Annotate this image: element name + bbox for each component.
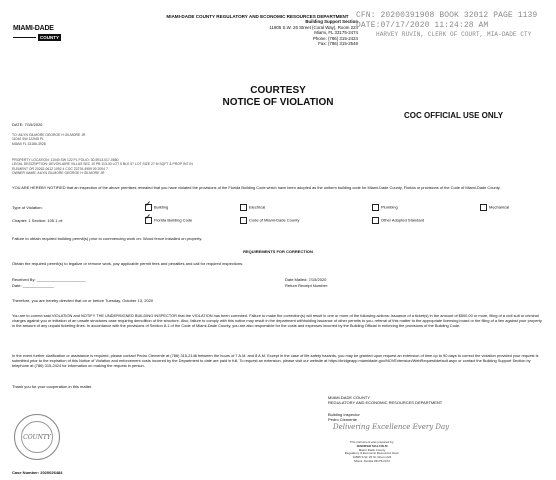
date-mailed: Date Mailed: 7/15/2020 bbox=[285, 277, 327, 282]
inspector-block: Building Inspector Pedro Clemente bbox=[328, 412, 360, 422]
notified-paragraph: YOU ARE HEREBY NOTIFIED that an inspection of the above premises revealed that you have violated the provisions of the Florida Building Code which have been adopted as the uniform building code for Miami-Dade County, Florida or provisions of the Code of Miami-Dade County. bbox=[12, 185, 501, 190]
property-info: PROPERTY LOCATION: 11040 SW 122 PL FOLIO: 30-5913-017-0880 LEGAL DESCRIPTION: DEVON-AIRE VILLAS SEC 10 PB 113-30 LOT 5 BLK 57 LOT SIZE 27 M SQFT & PROP INT IN ELEMENT OR 20262-0612 1092 4 COC 22276-4959 09 2004 7 OWNER NAME: AILYN GILMORE GEORGE H GILMORE JR bbox=[12, 158, 193, 176]
coc-official-use-label: COC OFFICIAL USE ONLY bbox=[404, 111, 504, 120]
failure-statement: Failure to obtain required building permit(s) prior to commencing work on: Wood fence installed on property. bbox=[12, 236, 203, 241]
directed-deadline: Therefore, you are hereby directed that on or before Tuesday, October 13, 2020 bbox=[12, 298, 154, 303]
checkbox-building[interactable]: ✓ Building bbox=[145, 204, 168, 211]
signoff-org: MIAMI-DADE COUNTY REGULATORY AND ECONOMIC RESOURCES DEPARTMENT bbox=[328, 395, 443, 405]
violation-type-label: Type of Violation: bbox=[12, 205, 43, 210]
chapter-section-label: Chapter: 1 Section: 105.1 of: bbox=[12, 218, 63, 223]
checkbox-other-standard[interactable]: Other Adopted Standard bbox=[372, 217, 424, 224]
thanks-line: Thank you for your cooperation in this matter. bbox=[12, 384, 93, 389]
received-date: Date: ______________ bbox=[12, 283, 54, 288]
received-by: Received By: ______________________ bbox=[12, 277, 86, 282]
case-number: Case Number: 2020026484 bbox=[12, 470, 63, 475]
logo-text-bottom: COUNTY bbox=[40, 35, 59, 40]
county-logo bbox=[13, 25, 61, 46]
clarification-paragraph: In the event further clarification or assistance is required, please contact Pedro Clemente at (786) 315-2146 between the hours of 7 A.M. and 8 A.M. Except in the case of life-safety hazards, you may be granted upon request an extension of time up to 90 days to correct the violation provided your request is submitted prior to the expiration of this Notice of Violation and enforcement costs incurred by the Department to date are paid in full. To request an extension, please visit our website at https://bridgeapp.miamidade.gov/NOVExtension/WebRequest/default.aspx or contact the Building Support Section by telephone at (786) 315-2424 for information on making the request in person. bbox=[12, 353, 539, 368]
prepared-by-stamp: This instrument was prepared by: JENNIFER MALCOLM Miami-Dade County Regulatory & Economic Resources Dept. 11805 S.W. 26 St, Room 224 Miami, Florida 33175-2474 bbox=[344, 440, 400, 463]
recipient-address: TO: AILYN GILMORE GEORGE H GILMORE JR 11040 SW 122ND PL MIAMI FL 33186-3928 bbox=[12, 133, 86, 146]
requirements-heading: REQUIREMENTS FOR CORRECTION bbox=[243, 249, 313, 254]
logo-text-top: MIAMI-DADE bbox=[13, 25, 54, 32]
correction-paragraph: You are to correct said VIOLATION and NOTIFY THE UNDERSIGNED BUILDING INSPECTOR that the VIOLATION has been corrected. Failure to make the correction(s) will result in one or more of the following actions: issuance of a ticket(s) in the amount of $500.00 or more, filing of a civil suit or criminal charges against you or initiation of an unsafe structures case requiring demolition of the structure. Also, failure to comply with this notice may result in the department withholding issuance of other permits to you, referral of this matter to the appropriate licensing board or the filing of a lien against your property in the amount of any unpaid ticketing fines. In accordance with the provisions of Section 8-1 of the Code of Miami-Dade County, you are also responsible for the costs and expenses incurred by the Building Official in enforcing the provisions of the Building Code. bbox=[12, 313, 542, 328]
checkbox-code-miami-dade[interactable]: Code of Miami-Dade County bbox=[240, 217, 299, 224]
checkbox-plumbing[interactable]: Plumbing bbox=[372, 204, 398, 211]
notice-title: COURTESY NOTICE OF VIOLATION bbox=[222, 85, 334, 108]
checkbox-florida-building-code[interactable]: ✓ Florida Building Code bbox=[145, 217, 192, 224]
requirements-text: Obtain the required permit(s) to legalize or remove work, pay applicable permit fees and penalties and call for required inspections. bbox=[12, 261, 244, 266]
department-address: Building Support Section 11805 S.W. 26 Street (Coral Way), Room 224 Miami, FL 33175-2474 Phone: (786) 315-2424 Fax: (786) 315-2548 bbox=[269, 19, 358, 47]
check-icon bbox=[145, 204, 152, 211]
notice-date: DATE: 7/15/2020 bbox=[12, 122, 43, 127]
checkbox-electrical[interactable]: Electrical bbox=[240, 204, 265, 211]
recording-stamp: CFN: 20200391908 BOOK 32012 PAGE 1139 DATE:07/17/2020 11:24:28 AM HARVEY RUVIN, CLERK OF COURT, MIA-DADE CTY bbox=[356, 11, 538, 38]
return-receipt: Return Receipt Number: bbox=[285, 283, 329, 288]
department-heading: MIAMI-DADE COUNTY REGULATORY AND ECONOMIC RESOURCES DEPARTMENT bbox=[166, 14, 349, 19]
checkbox-mechanical[interactable]: Mechanical bbox=[480, 204, 509, 211]
county-seal-icon: COUNTY bbox=[14, 414, 60, 460]
tagline-signature: Delivering Excellence Every Day bbox=[333, 423, 450, 431]
check-icon bbox=[145, 217, 152, 224]
